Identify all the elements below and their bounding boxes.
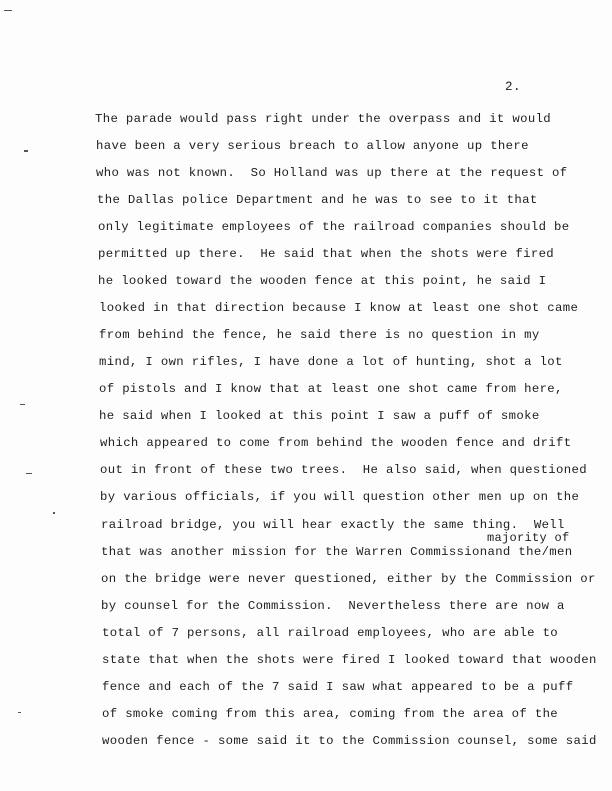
text-line: only legitimate employees of the railroad companies should be: [98, 220, 570, 234]
text-line: of smoke coming from this area, coming from the area of the: [102, 707, 559, 721]
scan-mark: [53, 512, 55, 514]
text-line: which appeared to come from behind the wooden fence and drift: [100, 436, 572, 450]
text-line: looked in that direction because I know at least one shot came: [99, 301, 579, 315]
scan-mark: [24, 150, 28, 152]
text-line: on the bridge were never questioned, either by the Commission or: [101, 572, 596, 586]
text-line: he looked toward the wooden fence at this point, he said I: [98, 274, 547, 288]
text-line: permitted up there. He said that when the shots were fired: [98, 247, 555, 261]
text-line: who was not known. So Holland was up there at the request of: [96, 166, 568, 180]
scan-mark: [18, 712, 21, 713]
text-line: out in front of these two trees. He also said, when questioned: [100, 463, 587, 477]
text-line: wooden fence - some said it to the Commission counsel, some said: [102, 734, 597, 748]
text-line: that was another mission for the Warren Commissionand the/men: [101, 545, 573, 559]
text-line: by counsel for the Commission. Nevertheless there are now a: [101, 599, 565, 613]
scan-mark: [20, 404, 25, 405]
text-line: the Dallas police Department and he was to see to it that: [97, 193, 538, 207]
page-number: 2.: [505, 80, 522, 94]
scan-mark: [4, 10, 12, 11]
text-line: mind, I own rifles, I have done a lot of hunting, shot a lot: [99, 355, 563, 369]
text-line: fence and each of the 7 said I saw what appeared to be a puff: [102, 680, 574, 694]
text-line: railroad bridge, you will hear exactly the same thing. Well: [101, 518, 565, 532]
text-line: have been a very serious breach to allow anyone up there: [96, 139, 529, 153]
text-line: from behind the fence, he said there is no question in my: [99, 328, 540, 342]
text-line: by various officials, if you will question other men up on the: [100, 490, 580, 504]
text-line: The parade would pass right under the overpass and it would: [95, 112, 552, 126]
text-line: state that when the shots were fired I looked toward that wooden: [102, 653, 597, 667]
text-line: of pistols and I know that at least one shot came from here,: [99, 382, 563, 396]
text-line: total of 7 persons, all railroad employees, who are able to: [102, 626, 559, 640]
scan-mark: [26, 473, 32, 474]
text-line: he said when I looked at this point I saw a puff of smoke: [99, 409, 540, 423]
handwritten-insertion: majority of: [487, 531, 570, 545]
